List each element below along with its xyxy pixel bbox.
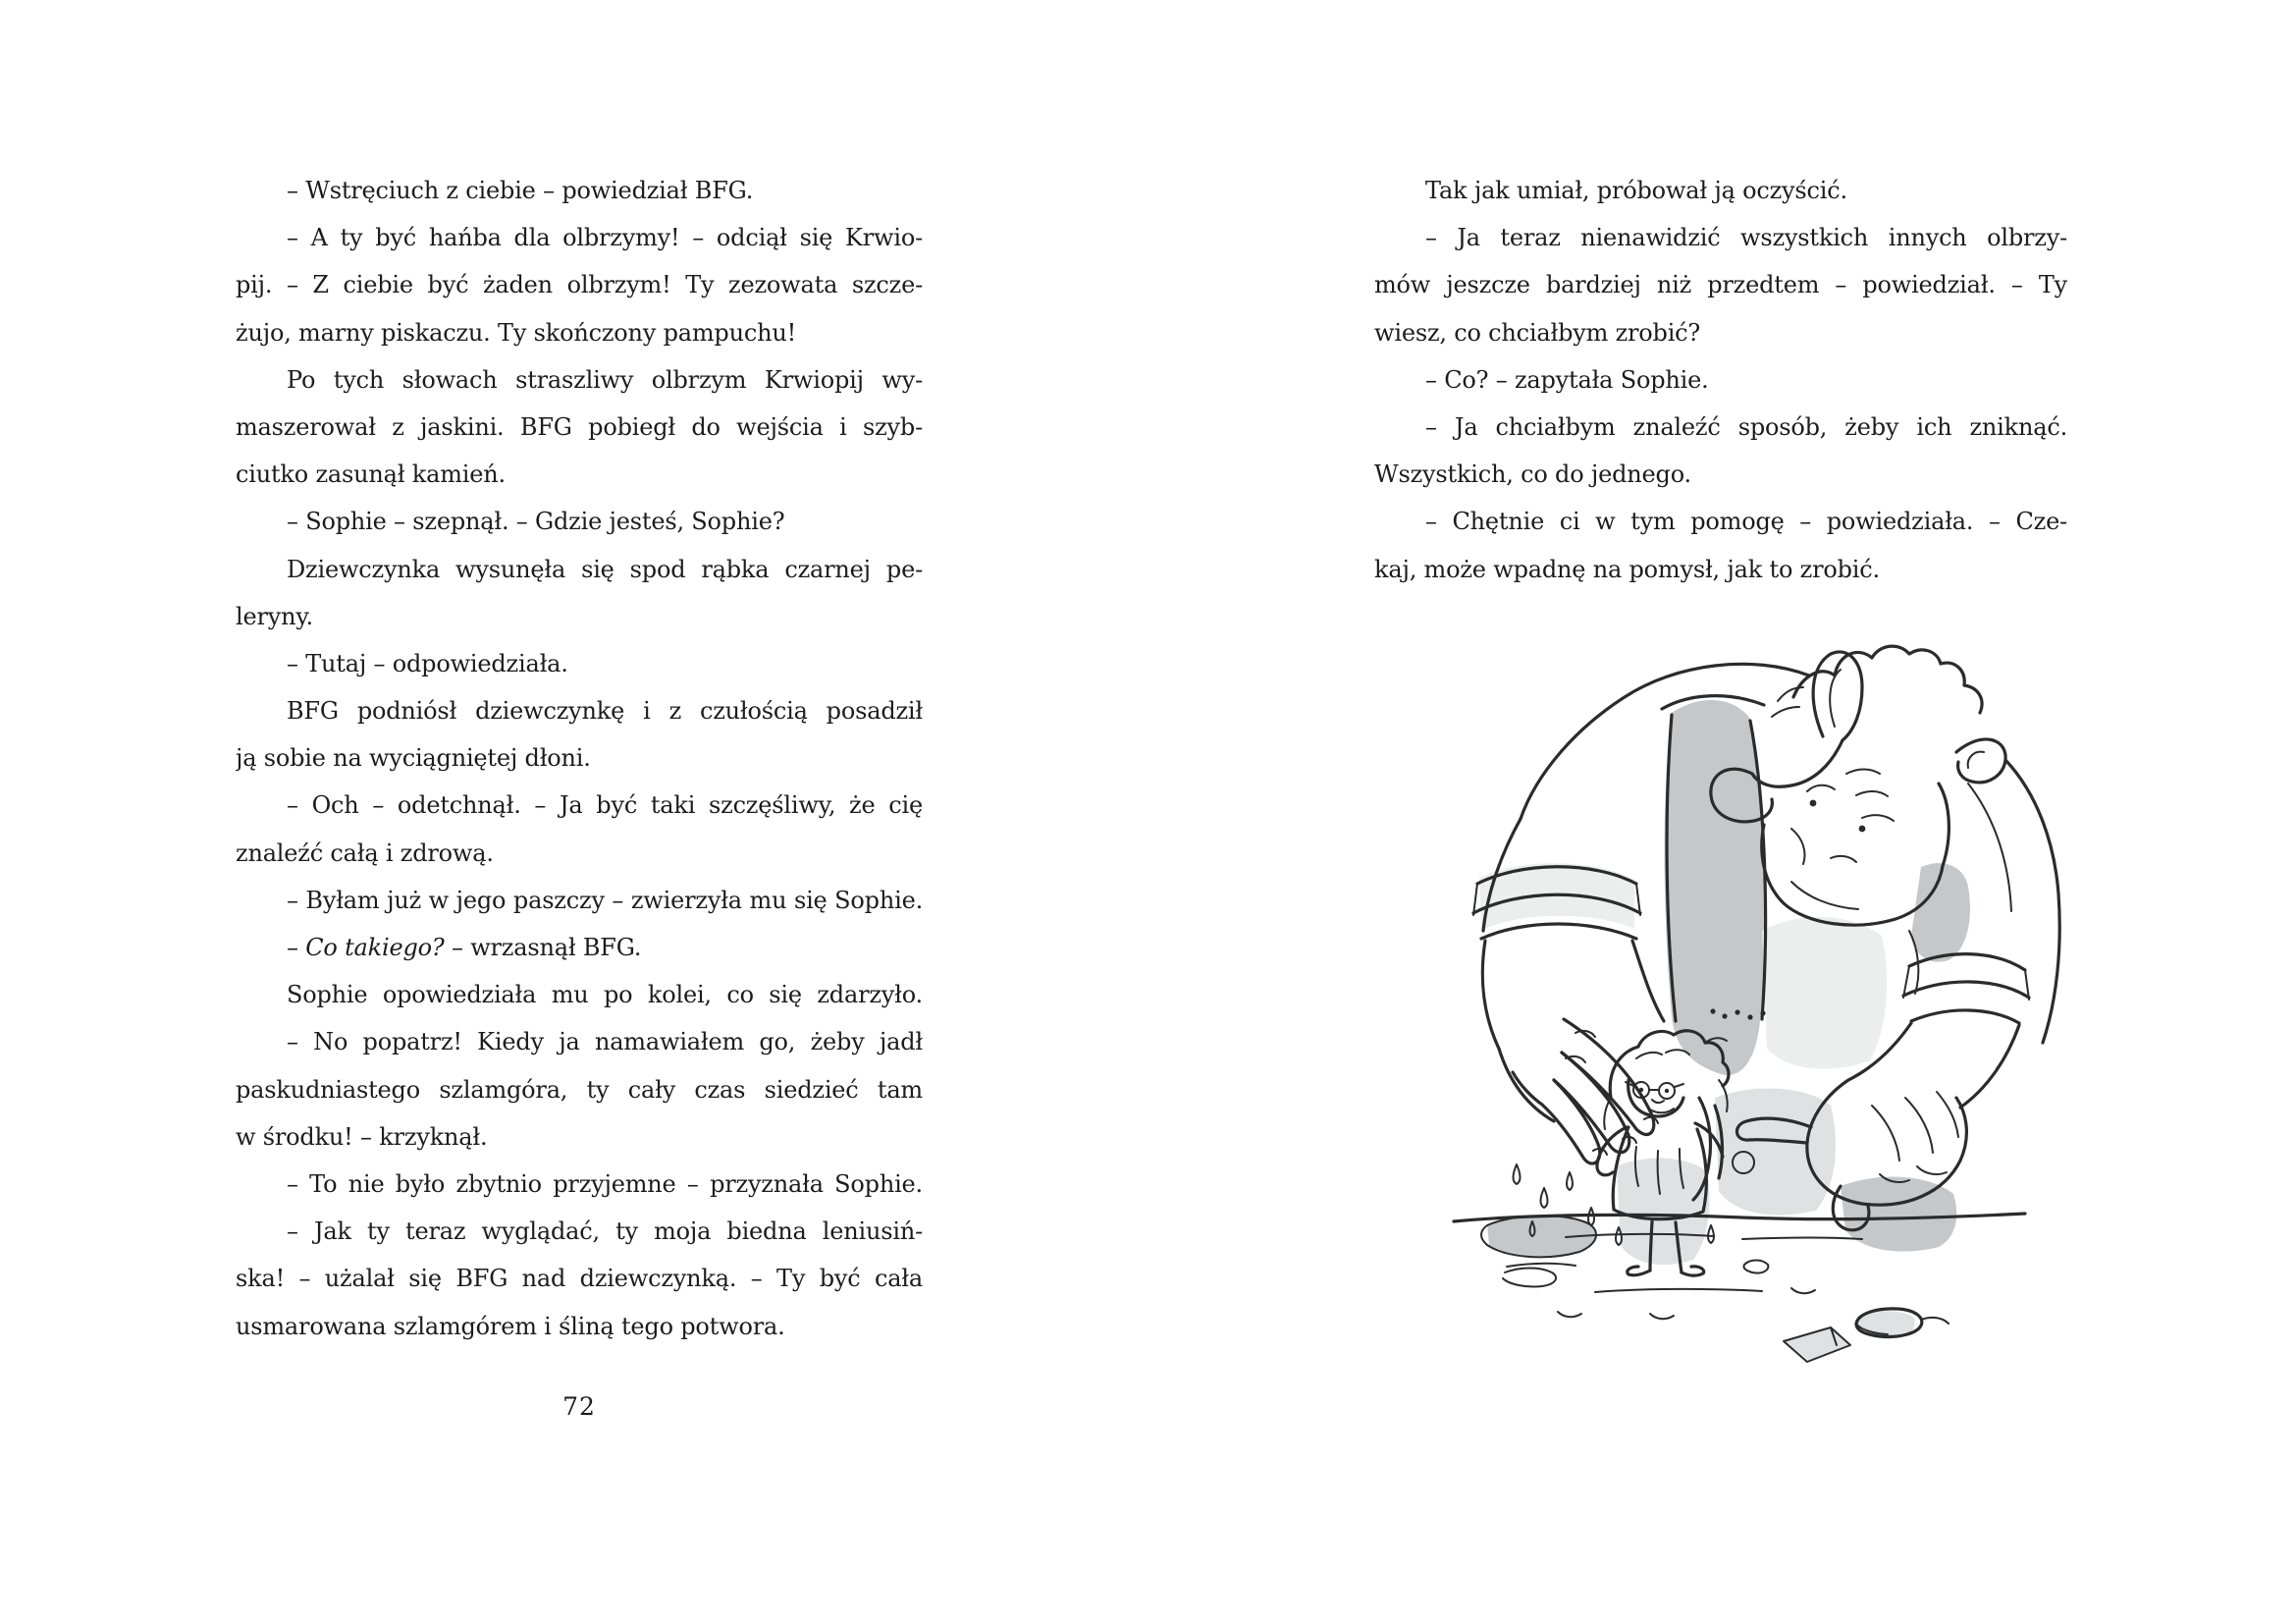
text-segment: – Och – odetchnął. – Ja być taki szczęśliwy, że cię: [287, 791, 923, 820]
text-line: [236, 1208, 923, 1255]
text-segment: mów jeszcze bardziej niż przedtem – powiedział. – Ty: [1374, 271, 2067, 299]
text-segment: – A ty być hańba dla olbrzymy! – odciął się Krwio-: [287, 224, 923, 252]
text-segment: – To nie było zbytnio przyjemne – przyznała Sophie.: [287, 1169, 923, 1198]
text-line: [1374, 214, 2067, 261]
text-segment: paskudniastego szlamgóra, ty cały czas siedzieć tam: [236, 1075, 923, 1104]
text-segment: ciutko zasunął kamień.: [236, 460, 506, 489]
text-line: [236, 1161, 923, 1208]
text-line: [236, 1018, 923, 1065]
grey-washes: [1479, 700, 1970, 1361]
text-line: [1374, 451, 2067, 498]
text-segment: ją sobie na wyciągniętej dłoni.: [236, 744, 591, 773]
text-segment: żujo, marny piskaczu. Ty skończony pampuchu!: [236, 318, 797, 347]
text-segment: – Jak ty teraz wyglądać, ty moja biedna leniusiń-: [287, 1217, 923, 1246]
text-line: [236, 1255, 923, 1302]
text-segment: znaleźć całą i zdrową.: [236, 839, 494, 867]
text-line: [236, 593, 923, 640]
text-line: [1374, 356, 2067, 404]
text-segment: – wrzasnął BFG.: [444, 934, 642, 961]
left-page-text: [236, 167, 923, 1350]
text-line: [236, 640, 923, 687]
bfg-illustration: [1418, 636, 2086, 1373]
text-segment: ska! – użalał się BFG nad dziewczynką. – Ty być cała: [236, 1265, 923, 1293]
text-line: [1374, 261, 2067, 308]
text-segment-italic: Co takiego?: [305, 934, 445, 961]
text-line: [236, 830, 923, 877]
text-segment: kaj, może wpadnę na pomysł, jak to zrobić.: [1374, 555, 1880, 583]
text-line: [1374, 404, 2067, 451]
text-segment: pij. – Z ciebie być żaden olbrzym! Ty zezowata szcze-: [236, 271, 923, 299]
text-line: [236, 498, 923, 545]
text-segment: Sophie opowiedziała mu po kolei, co się zdarzyło.: [287, 981, 923, 1009]
text-segment: Dziewczynka wysunęła się spod rąbka czarnej pe-: [287, 555, 923, 583]
text-line: [236, 356, 923, 404]
text-segment: – Chętnie ci w tym pomogę – powiedziała. – Cze-: [1425, 508, 2067, 536]
right-page: [1148, 0, 2296, 1623]
text-line: [236, 451, 923, 498]
text-segment: Tak jak umiał, próbował ją oczyścić.: [1425, 177, 1847, 204]
text-segment: – Co? – zapytała Sophie.: [1425, 365, 1709, 394]
text-line: [236, 971, 923, 1018]
text-line: [1374, 498, 2067, 545]
text-segment: – Sophie – szepnął. – Gdzie jesteś, Sophie?: [287, 508, 785, 536]
text-segment: – Ja teraz nienawidzić wszystkich innych olbrzy-: [1425, 224, 2067, 252]
text-line: [236, 1113, 923, 1161]
text-segment: usmarowana szlamgórem i śliną tego potwora.: [236, 1312, 785, 1340]
text-line: [236, 261, 923, 308]
text-line: [236, 687, 923, 734]
text-line: [236, 404, 923, 451]
text-segment: – Ja chciałbym znaleźć sposób, żeby ich zniknąć.: [1425, 412, 2067, 441]
text-segment: – Byłam już w jego paszczy – zwierzyła mu się Sophie.: [287, 886, 923, 914]
text-segment: wiesz, co chciałbym zrobić?: [1374, 318, 1701, 347]
text-line: [236, 1303, 923, 1350]
text-line: [1374, 309, 2067, 356]
text-segment: w środku! – krzyknął.: [236, 1122, 488, 1151]
text-segment: – No popatrz! Kiedy ja namawiałem go, żeby jadł: [287, 1028, 923, 1056]
text-line: [236, 546, 923, 593]
text-segment: BFG podniósł dziewczynkę i z czułością posadził: [287, 697, 923, 726]
text-segment: maszerował z jaskini. BFG pobiegł do wejścia i szyb-: [236, 412, 923, 441]
text-segment: Po tych słowach straszliwy olbrzym Krwiopij wy-: [287, 365, 923, 394]
text-line: [236, 1066, 923, 1113]
text-line: [236, 877, 923, 924]
right-page-text: [1374, 167, 2067, 593]
text-line: [1374, 167, 2067, 214]
text-line: [236, 309, 923, 356]
text-segment: –: [287, 934, 306, 961]
text-line: [236, 924, 923, 971]
text-segment: Wszystkich, co do jednego.: [1374, 460, 1691, 489]
text-line: [236, 167, 923, 214]
text-segment: – Wstręciuch z ciebie – powiedział BFG.: [287, 177, 754, 204]
text-line: [236, 782, 923, 829]
text-line: [236, 214, 923, 261]
text-segment: leryny.: [236, 602, 313, 630]
text-line: [1374, 546, 2067, 593]
page-number: 72: [562, 1392, 596, 1421]
text-line: [236, 734, 923, 782]
text-segment: – Tutaj – odpowiedziała.: [287, 649, 568, 677]
